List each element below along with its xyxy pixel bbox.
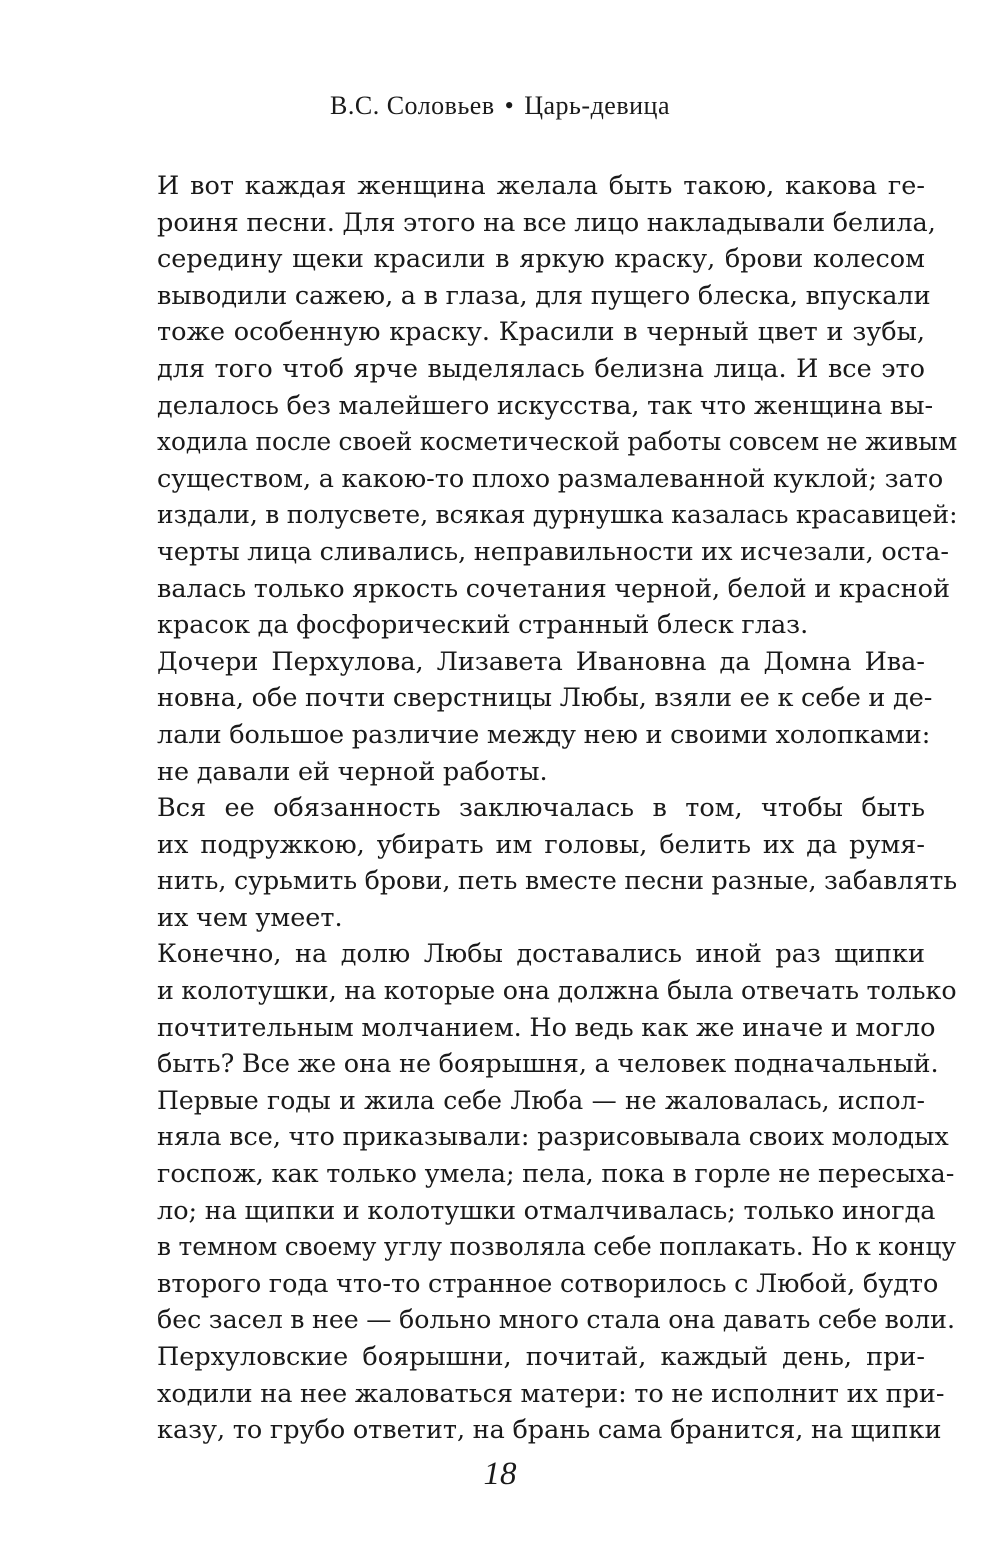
- text-line: Перхуловские боярышни, почитай, каждый день, при-: [157, 1342, 925, 1372]
- text-line: Дочери Перхулова, Лизавета Ивановна да Домна Ива-: [157, 646, 925, 677]
- text-line: няла все, что приказывали: разрисовывала своих молодых: [157, 1122, 949, 1153]
- text-line: роиня песни. Для этого на все лицо накладывали белила,: [157, 207, 936, 238]
- text-line: почтительным молчанием. Но ведь как же иначе и могло: [157, 1012, 936, 1043]
- text-line: Конечно, на долю Любы доставались иной раз щипки: [157, 939, 925, 970]
- text-line: существом, а какою-то плохо размалеванной куклой; зато: [157, 463, 944, 494]
- running-header: [0, 86, 1000, 126]
- text-line: их чем умеет.: [157, 902, 343, 933]
- text-line: издали, в полусвете, всякая дурнушка казалась красавицей:: [157, 500, 958, 530]
- header-title: Царь-девица: [524, 91, 670, 120]
- header-separator: •: [504, 91, 515, 120]
- text-line: делалось без малейшего искусства, так что женщина вы-: [157, 390, 934, 421]
- text-line: в темном своему углу позволяла себе поплакать. Но к концу: [157, 1232, 957, 1262]
- paragraph: [117, 936, 957, 1082]
- text-line: для того чтоб ярче выделялась белизна лица. И все это: [157, 353, 925, 384]
- text-line: новна, обе почти сверстницы Любы, взяли ее к себе и де-: [157, 683, 933, 714]
- text-line: ходили на нее жаловаться матери: то не исполнит их при-: [157, 1378, 945, 1409]
- text-line: Вся ее обязанность заключалась в том, чтобы быть: [157, 793, 925, 824]
- text-line: казу, то грубо ответит, на брань сама бранится, на щипки: [157, 1415, 942, 1446]
- paragraph: [117, 644, 933, 790]
- text-line: ходила после своей косметической работы совсем не живым: [157, 427, 958, 457]
- body-text: [117, 168, 958, 1449]
- text-line: красок да фосфорический странный блеск глаз.: [157, 610, 809, 641]
- paragraph: [117, 1083, 957, 1339]
- text-line: черты лица сливались, неправильности их исчезали, оста-: [157, 536, 949, 567]
- text-line: лали большое различие между нею и своими холопками:: [157, 719, 931, 750]
- paragraph: [117, 168, 958, 644]
- text-line: их подружкою, убирать им головы, белить их да румя-: [157, 829, 925, 860]
- text-line: ло; на щипки и колотушки отмалчивалась; только иногда: [157, 1195, 936, 1226]
- text-line: госпож, как только умела; пела, пока в горле не пересыха-: [157, 1159, 955, 1190]
- text-line: Первые годы и жила себе Люба — не жаловалась, испол-: [157, 1085, 925, 1115]
- paragraph: [117, 1339, 945, 1449]
- text-line: и колотушки, на которые она должна была отвечать только: [157, 976, 957, 1006]
- text-line: И вот каждая женщина желала быть такою, какова ге-: [157, 171, 925, 201]
- text-line: быть? Все же она не боярышня, а человек подначальный.: [157, 1049, 939, 1080]
- text-line: бес засел в нее — больно много стала она давать себе воли.: [157, 1305, 955, 1335]
- text-line: нить, сурьмить брови, петь вместе песни разные, забавлять: [157, 866, 958, 896]
- page-number: 18: [483, 1456, 517, 1492]
- text-line: выводили сажею, а в глаза, для пущего блеска, впускали: [157, 280, 931, 311]
- header-author: В.С. Соловьев: [330, 91, 495, 120]
- text-line: второго года что-то странное сотворилось с Любой, будто: [157, 1268, 939, 1299]
- paragraph: [117, 790, 958, 936]
- text-line: тоже особенную краску. Красили в черный цвет и зубы,: [157, 317, 925, 348]
- text-line: середину щеки красили в яркую краску, брови колесом: [157, 244, 925, 275]
- text-line: валась только яркость сочетания черной, белой и красной: [157, 573, 950, 604]
- text-line: не давали ей черной работы.: [157, 756, 548, 787]
